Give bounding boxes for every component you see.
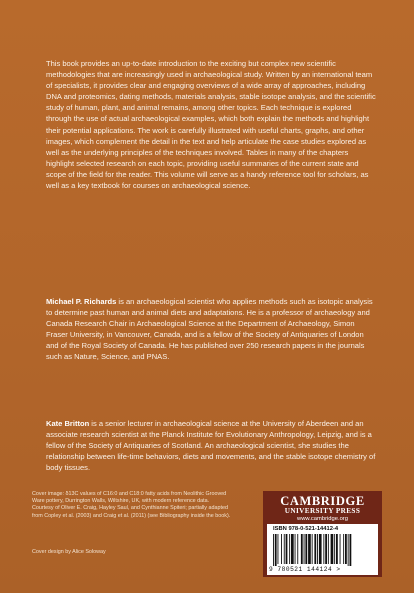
author-name: Kate Britton — [46, 419, 90, 428]
publisher-logo: CAMBRIDGE — [280, 494, 365, 508]
cover-design-credit: Cover design by Alice Soloway — [32, 549, 106, 555]
author-bio-text: is an archaeological scientist who applies methods such as isotopic analysis to determine past human and animal diets and adaptations. He is a professor of archaeology and Canada Research Chair in Archaeological Science at the Department of Archaeology, Simon Fraser University, in Vancouver, Canada, and is a fellow of the Society of Antiquaries of London and of the Royal Society of Canada. He has published over 250 research papers in the journals such as Nature, Science, and PNAS. — [46, 297, 373, 362]
author-name: Michael P. Richards — [46, 297, 117, 306]
publisher-subtitle: UNIVERSITY PRESS — [284, 507, 361, 515]
barcode-panel — [267, 524, 378, 575]
book-description: This book provides an up-to-date introduction to the exciting but complex new scientific methodologies that are increasingly used in archaeological study. Written by an international team of specialists, it provides clear and engaging overviews of a wide array of approaches, including DNA and proteomics, dating methods, materials analysis, stable isotope analysis, and the scientific study of human, plant, and animal remains, among other topics. Each technique is explored through the use of actual archaeological examples, which both explain the methods and highlight their potential applications. The work is carefully illustrated with useful charts, graphs, and other images, which complement the detail in the text and help articulate the case studies explored as well as the underlying principles of the techniques involved. Tables in many of the chapters highlight selected research on each topic, providing useful summaries of the current state and scope of the field for the reader. This volume will serve as a handy reference tool for scholars, as well as a key textbook for courses on archaeological science. — [46, 59, 376, 191]
author-bio-text: is a senior lecturer in archaeological science at the University of Aberdeen and an associate research scientist at the Planck Institute for Evolutionary Anthropology, Leipzig, and is a fellow of the Society of Antiquaries of Scotland. An archaeological scientist, she studies the relationship between life-time behaviors, diets and movements, and the stable isotope chemistry of body tissues. — [46, 419, 376, 473]
barcode-digits: 9 780521 144124 > — [269, 566, 341, 573]
isbn: ISBN 978-0-521-14412-4 — [273, 526, 339, 532]
publisher-box — [263, 491, 382, 577]
publisher-url: www.cambridge.org — [297, 516, 348, 522]
barcode-icon — [271, 534, 374, 566]
author-bio-richards — [46, 296, 376, 363]
author-bio-britton — [46, 418, 376, 473]
cover-image-credit: Cover image: δ13C values of C16:0 and C18:0 fatty acids from Neolithic Grooved Ware pottery, Durrington Walls, Wiltshire, UK, with modern reference data. Courtesy of Oliver E. Craig, Hayley Saul, and Cynthianne Spiteri; partially adapted from Copley et al. (2003) and Craig et al. (2011) (see Bibliography inside the book). — [32, 491, 231, 519]
